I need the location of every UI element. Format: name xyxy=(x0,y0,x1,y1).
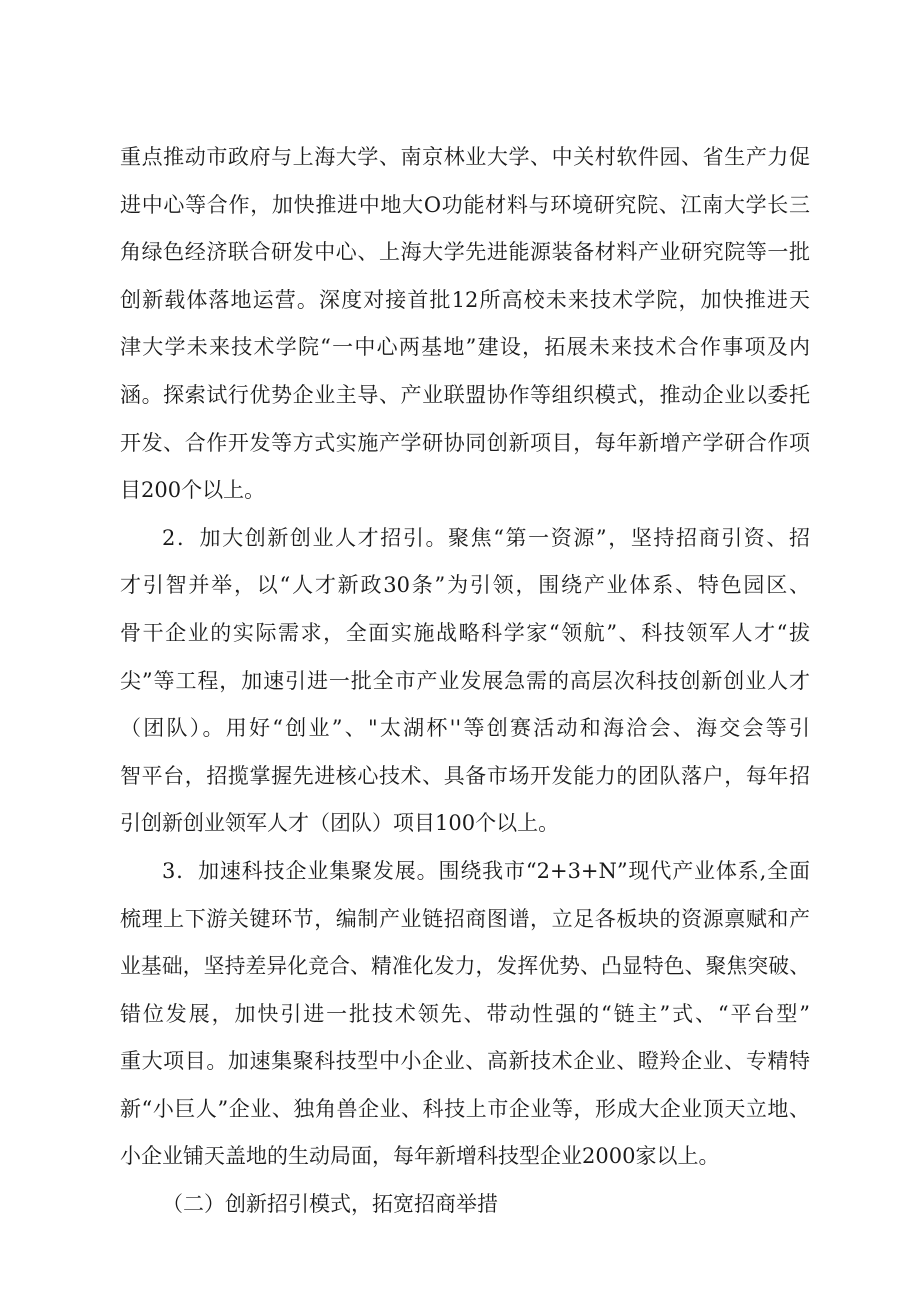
text-line: 重大项目。加速集聚科技型中小企业、高新技术企业、瞪羚企业、专精特 xyxy=(120,1049,810,1074)
text-line: 进中心等合作，加快推进中地大O功能材料与环境研究院、江南大学长三 xyxy=(120,192,810,217)
text-line: 创新载体落地运营。深度对接首批12所高校未来技术学院，加快推进天 xyxy=(120,287,810,312)
text-line: （团队）。用好“创业”、"太湖杯''等创赛活动和海洽会、海交会等引 xyxy=(120,716,810,741)
text-line: 业基础，坚持差异化竞合、精准化发力，发挥优势、凸显特色、聚焦突破、 xyxy=(120,954,810,979)
text-line: 角绿色经济联合研发中心、上海大学先进能源装备材料产业研究院等一批 xyxy=(120,240,810,265)
document-body xyxy=(120,134,810,1229)
text-line: 2．加大创新创业人才招引。聚焦“第一资源”，坚持招商引资、招 xyxy=(162,525,810,550)
text-line: 津大学未来技术学院“一中心两基地”建设，拓展未来技术合作事项及内 xyxy=(120,335,810,360)
text-line: 错位发展，加快引进一批技术领先、带动性强的“链主”式、“平台型” xyxy=(120,1001,810,1026)
section-heading: （二）创新招引模式，拓宽招商举措 xyxy=(162,1192,498,1217)
text-line: 引创新创业领军人才（团队）项目100个以上。 xyxy=(120,811,560,836)
text-line: 重点推动市政府与上海大学、南京林业大学、中关村软件园、省生产力促 xyxy=(120,145,810,169)
text-line: 新“小巨人”企业、独角兽企业、科技上市企业等，形成大企业顶天立地、 xyxy=(120,1096,810,1121)
text-line: 3．加速科技企业集聚发展。围绕我市“2+3+N”现代产业体系,全面 xyxy=(162,858,810,883)
text-line: 梳理上下游关键环节，编制产业链招商图谱，立足各板块的资源禀赋和产 xyxy=(120,906,810,931)
text-line: 尖”等工程，加速引进一批全市产业发展急需的高层次科技创新创业人才 xyxy=(120,668,810,693)
text-line: 目200个以上。 xyxy=(120,478,266,503)
text-line: 小企业铺天盖地的生动局面，每年新增科技型企业2000家以上。 xyxy=(120,1144,720,1169)
text-line: 开发、合作开发等方式实施产学研协同创新项目，每年新增产学研合作项 xyxy=(120,430,810,455)
text-line: 涵。探索试行优势企业主导、产业联盟协作等组织模式，推动企业以委托 xyxy=(120,382,810,407)
text-line: 智平台，招揽掌握先进核心技术、具备市场开发能力的团队落户，每年招 xyxy=(120,763,810,788)
text-line: 骨干企业的实际需求，全面实施战略科学家“领航”、科技领军人才“拔 xyxy=(120,620,810,645)
text-line: 才引智并举，以“人才新政30条”为引领，围绕产业体系、特色园区、 xyxy=(120,573,810,598)
